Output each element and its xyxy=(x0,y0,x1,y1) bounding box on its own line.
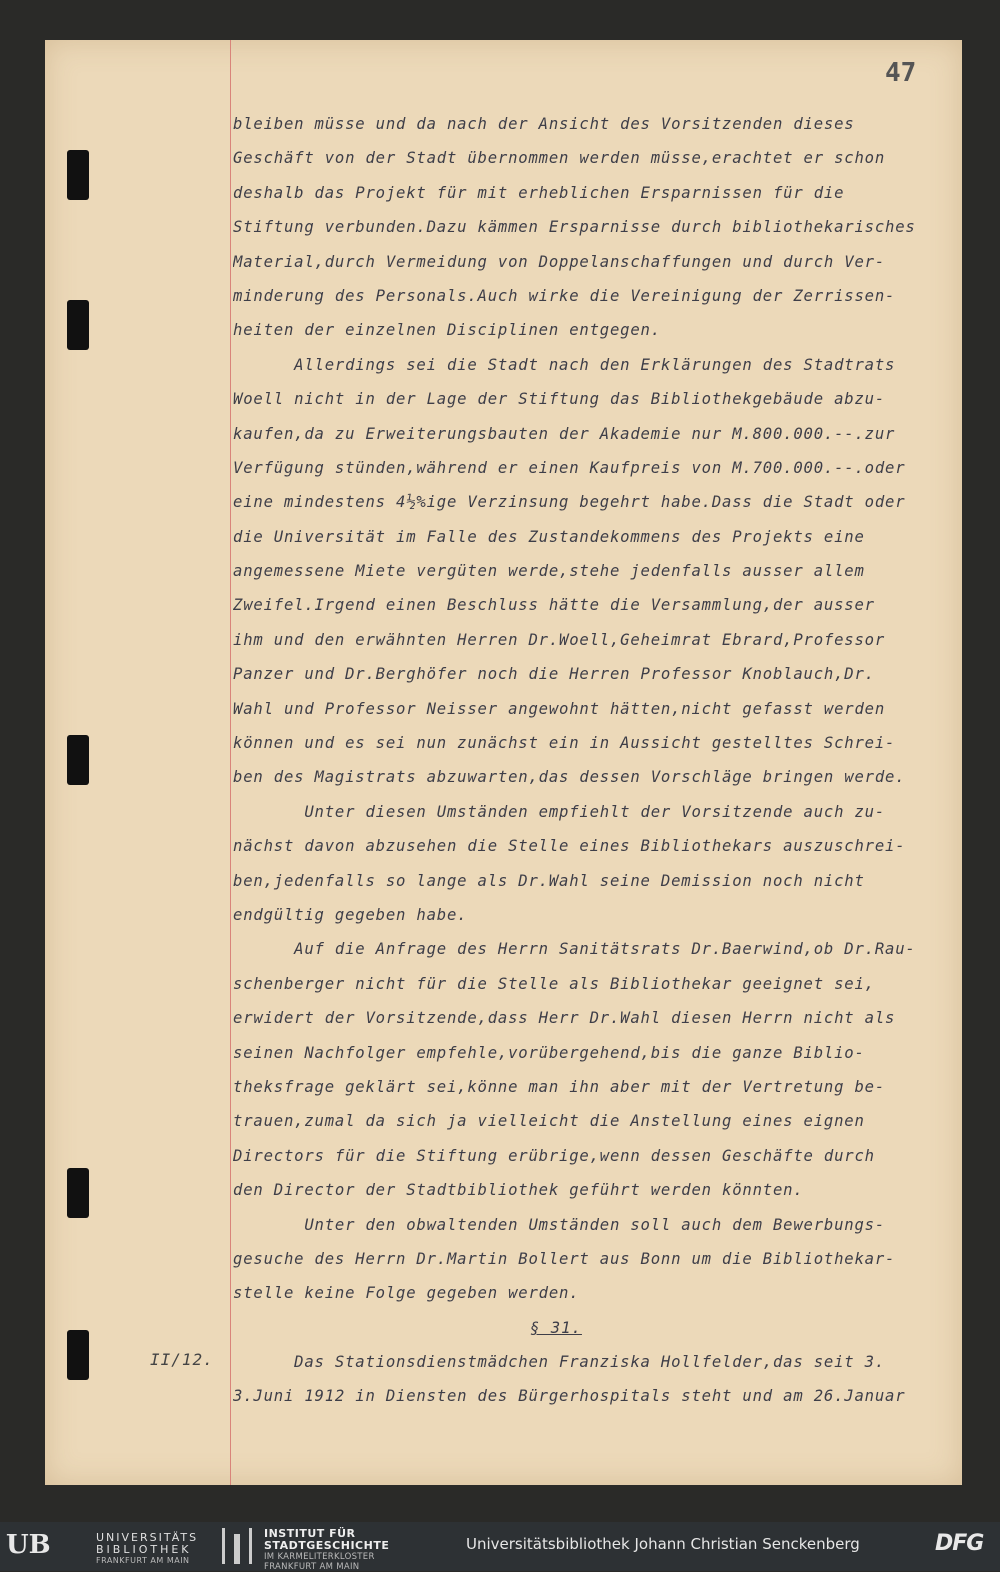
text-line: ben des Magistrats abzuwarten,das dessen Vorschläge bringen werde. xyxy=(233,768,906,787)
ub-line3: FRANKFURT AM MAIN xyxy=(96,1556,190,1565)
text-line: eine mindestens 4½%ige Verzinsung begehrt habe.Dass die Stadt oder xyxy=(233,493,906,512)
typewritten-text xyxy=(233,107,958,1414)
punch-hole xyxy=(67,300,89,350)
text-line: ben,jedenfalls so lange als Dr.Wahl seine Demission noch nicht xyxy=(233,871,865,890)
punch-hole xyxy=(67,735,89,785)
text-line: stelle keine Folge gegeben werden. xyxy=(233,1284,580,1303)
text-line: Woell nicht in der Lage der Stiftung das Bibliothekgebäude abzu- xyxy=(233,390,886,409)
text-line: den Director der Stadtbibliothek geführt werden könnten. xyxy=(233,1181,804,1200)
text-line: gesuche des Herrn Dr.Martin Bollert aus Bonn um die Bibliothekar- xyxy=(233,1249,896,1268)
isg-line3: IM KARMELITERKLOSTER xyxy=(264,1552,375,1562)
text-line: angemessene Miete vergüten werde,stehe jedenfalls ausser allem xyxy=(233,562,865,581)
text-line: 3.Juni 1912 in Diensten des Bürgerhospitals steht und am 26.Januar xyxy=(233,1387,906,1406)
text-line: bleiben müsse und da nach der Ansicht des Vorsitzenden dieses xyxy=(233,115,855,133)
text-line: Verfügung stünden,während er einen Kaufpreis von M.700.000.--.oder xyxy=(233,458,906,477)
text-line: Unter diesen Umständen empfiehlt der Vorsitzende auch zu- xyxy=(233,802,886,821)
text-line: minderung des Personals.Auch wirke die Vereinigung der Zerrissen- xyxy=(233,286,896,305)
punch-hole xyxy=(67,150,89,200)
text-line: Das Stationsdienstmädchen Franziska Hollfelder,das seit 3. xyxy=(233,1353,886,1372)
text-block-after-section xyxy=(233,1345,958,1414)
text-line: Stiftung verbunden.Dazu kämmen Ersparnisse durch bibliothekarisches xyxy=(233,218,916,237)
footer-library-name: Universitätsbibliothek Johann Christian Senckenberg xyxy=(466,1535,860,1553)
section-heading: § 31. xyxy=(530,1318,582,1337)
text-line: endgültig gegeben habe. xyxy=(233,905,468,924)
text-line: Geschäft von der Stadt übernommen werden müsse,erachtet er schon xyxy=(233,149,886,168)
text-block-before-section xyxy=(233,107,958,1311)
ub-line1: UNIVERSITÄTS xyxy=(96,1531,199,1544)
ub-line2: BIBLIOTHEK xyxy=(96,1543,192,1556)
isg-line1: INSTITUT FÜR xyxy=(264,1527,356,1540)
document-page xyxy=(45,40,962,1485)
text-line: schenberger nicht für die Stelle als Bibliothekar geeignet sei, xyxy=(233,974,875,993)
text-line: nächst davon abzusehen die Stelle eines Bibliothekars auszuschrei- xyxy=(233,837,906,856)
text-line: Unter den obwaltenden Umständen soll auch dem Bewerbungs- xyxy=(233,1215,886,1234)
text-line: heiten der einzelnen Disciplinen entgegen. xyxy=(233,321,661,340)
ub-logo-mark: UB xyxy=(6,1530,51,1560)
text-line: Allerdings sei die Stadt nach den Erklärungen des Stadtrats xyxy=(233,355,896,374)
punch-hole xyxy=(67,1330,89,1380)
footer-bar xyxy=(0,1522,1000,1571)
isg-line4: FRANKFURT AM MAIN xyxy=(264,1562,360,1572)
dfg-logo: DFG xyxy=(935,1531,984,1556)
text-line: können und es sei nun zunächst ein in Aussicht gestelltes Schrei- xyxy=(233,734,896,753)
text-line: Auf die Anfrage des Herrn Sanitätsrats Dr.Baerwind,ob Dr.Rau- xyxy=(233,940,916,959)
text-line: Material,durch Vermeidung von Doppelanschaffungen und durch Ver- xyxy=(233,252,886,271)
side-note: II/12. xyxy=(150,1350,214,1369)
text-line: erwidert der Vorsitzende,dass Herr Dr.Wahl diesen Herrn nicht als xyxy=(233,1009,896,1028)
margin-line xyxy=(230,40,231,1485)
text-line: ihm und den erwähnten Herren Dr.Woell,Geheimrat Ebrard,Professor xyxy=(233,630,886,649)
text-line: Zweifel.Irgend einen Beschluss hätte die Versammlung,der ausser xyxy=(233,596,875,615)
punch-hole xyxy=(67,1168,89,1218)
isg-logo-mark xyxy=(222,1528,252,1564)
text-line: deshalb das Projekt für mit erheblichen Ersparnissen für die xyxy=(233,183,845,202)
text-line: Panzer und Dr.Berghöfer noch die Herren Professor Knoblauch,Dr. xyxy=(233,665,875,684)
isg-line2: STADTGESCHICHTE xyxy=(264,1539,390,1552)
text-line: kaufen,da zu Erweiterungsbauten der Akademie nur M.800.000.--.zur xyxy=(233,424,896,443)
text-line: Wahl und Professor Neisser angewohnt hätten,nicht gefasst werden xyxy=(233,699,886,718)
page-number: 47 xyxy=(885,58,917,88)
isg-logo-text xyxy=(264,1528,424,1572)
ub-logo-text xyxy=(96,1532,216,1566)
text-line: die Universität im Falle des Zustandekommens des Projekts eine xyxy=(233,527,865,546)
text-line: seinen Nachfolger empfehle,vorübergehend,bis die ganze Biblio- xyxy=(233,1043,865,1062)
text-line: trauen,zumal da sich ja vielleicht die Anstellung eines eignen xyxy=(233,1112,865,1131)
text-line: Directors für die Stiftung erübrige,wenn dessen Geschäfte durch xyxy=(233,1146,875,1165)
text-line: theksfrage geklärt sei,könne man ihn aber mit der Vertretung be- xyxy=(233,1077,886,1096)
